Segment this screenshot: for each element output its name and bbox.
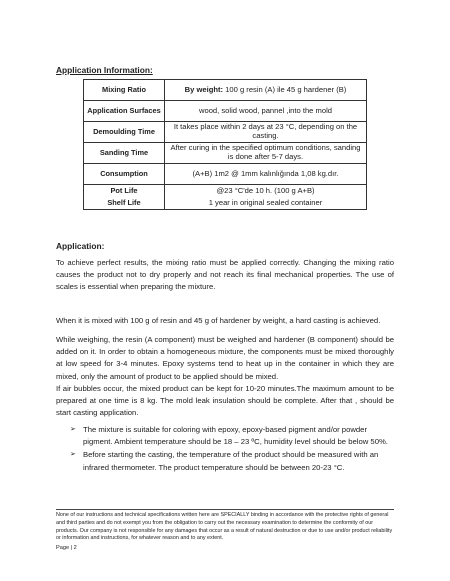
table-row [84,143,367,164]
table-row [84,185,367,198]
arrow-right-icon: ➢ [70,451,76,459]
table-row [84,101,367,122]
row-label: Application Surfaces [84,101,165,122]
list-item-text: Before starting the casting, the temperature of the product should be measured with an infrared thermometer. The product temperature should be between 20-23 °C. [83,450,379,472]
row-label: Pot Life [84,185,165,198]
paragraph: When it is mixed with 100 g of resin and 45 g of hardener by weight, a hard casting is achieved. [56,316,381,325]
page-number: Page | 2 [56,545,77,551]
row-label: Shelf Life [84,197,165,210]
paragraph: To achieve perfect results, the mixing ratio must be applied correctly. Changing the mixing ratio causes the product not to dry properly and not reach its final mechanical properties. The use of scales is essential when preparing the mixture. [56,258,394,292]
section-heading: Application Information: [56,65,153,75]
row-value: (A+B) 1m2 @ 1mm kalınlığında 1,08 kg.dır. [165,164,367,185]
row-value-text: 100 g resin (A) ile 45 g hardener (B) [223,84,347,94]
row-label: Consumption [84,164,165,185]
row-label: Mixing Ratio [84,80,165,101]
row-label: Demoulding Time [84,122,165,143]
row-value: @23 °C'de 10 h. (100 g A+B) [165,185,367,198]
list-item [70,449,395,473]
arrow-right-icon: ➢ [70,426,76,433]
row-value [165,80,367,101]
footer-disclaimer: None of our instructions and technical specifications written here are SPECIALLY binding in accordance with the protective rights of general and third parties and do not exempt you from the obligation to carry out the necessary examination to determine the conformity of our products. Our company is not responsible for any damages that occur as a result of natural destruction or due to use and/or product reliability or information and instructions, for whatever reason and to any extent. [56,512,393,542]
application-info-table [83,79,367,210]
row-value: 1 year in original sealed container [165,197,367,210]
table-row [84,164,367,185]
list-item-text: The mixture is suitable for coloring with epoxy, epoxy-based pigment and/or powder pigment. Ambient temperature should be 18 – 23 ºC, humidity level should be below 50%. [83,425,388,447]
row-value-bold: By weight: [184,84,224,94]
table-row [84,122,367,143]
table-row [84,197,367,210]
list-item [70,424,395,448]
application-heading: Application: [56,241,105,251]
footer-divider [56,509,394,510]
paragraph: If air bubbles occur, the mixed product can be kept for 10-20 minutes.The maximum amount to be prepared at one time is 8 kg. The mold leak insulation should be complete. After that , should be start casting application. [56,384,394,418]
row-value: After curing in the specified optimum conditions, sanding is done after 5-7 days. [165,143,367,164]
table-row [84,80,367,101]
bullet-list [70,424,395,475]
row-value: It takes place within 2 days at 23 °C, depending on the casting. [165,122,367,143]
paragraph: While weighing, the resin (A component) must be weighed and hardener (B component) should be added on it. In order to obtain a homogeneous mixture, the components must be mixed thoroughly at low speed for 3-4 minutes. Epoxy systems tend to heat up in the container in which they are mixed, only the amount of product to be applied should be mixed. [56,335,394,381]
row-value: wood, solid wood, pannel ,into the mold [165,101,367,122]
row-label: Sanding Time [84,143,165,164]
